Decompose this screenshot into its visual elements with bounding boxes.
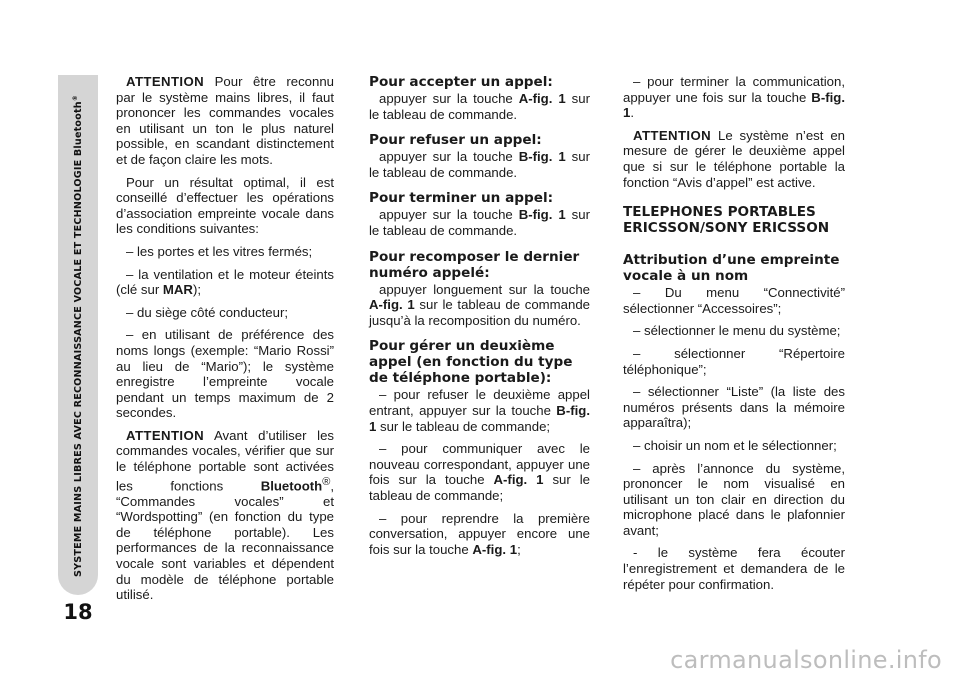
column-3: [623, 74, 845, 599]
registered-mark: ®: [71, 94, 79, 102]
key-label: B-fig. 1: [369, 402, 590, 434]
paragraph-text: appuyer sur la touche: [379, 149, 519, 165]
paragraph-text: appuyer longuement sur la touche: [379, 281, 590, 297]
key-label: B-fig. 1: [518, 149, 566, 165]
key-label: A-fig. 1: [369, 297, 415, 313]
paragraph-text: sur le tableau de commande.: [369, 207, 590, 238]
chapter-title-text: SYSTEME MAINS LIBRES AVEC RECONNAISSANCE VOCALE ET TECHNOLOGIE Bluetooth: [73, 101, 85, 578]
key-label: B-fig. 1: [623, 89, 845, 121]
paragraph-text: sur le tableau de commande jusqu’à la recomposition du numéro.: [369, 297, 590, 328]
list-item: – les portes et les vitres fermés;: [126, 243, 313, 259]
paragraph: [369, 207, 590, 238]
paragraph-text: sur le tableau de commande;: [369, 472, 590, 503]
list-item: [369, 511, 590, 558]
list-item: – sélectionner le menu du système;: [633, 323, 841, 339]
paragraph-text: – la ventilation et le moteur éteints (clé sur: [116, 266, 334, 298]
paragraph-text: – pour terminer la communication, appuyer une fois sur la touche: [623, 74, 845, 105]
section-heading: Pour gérer un deuxième appel (en fonction du type de téléphone portable):: [369, 338, 573, 387]
paragraph-text: );: [192, 282, 202, 298]
section-heading: Pour refuser un appel:: [369, 132, 542, 149]
list-item: – sélectionner “Répertoire téléphonique”;: [623, 345, 845, 377]
paragraph-text: Avant d’utiliser les commandes vocales, vérifier que sur le téléphone portable sont activées les fonctions: [116, 427, 334, 494]
paragraph: [116, 428, 334, 603]
attention-label: ATTENTION: [633, 127, 712, 143]
paragraph-text: .: [630, 105, 635, 121]
list-item: [369, 441, 590, 503]
registered-mark: ®: [322, 475, 331, 488]
list-item: [623, 74, 845, 121]
list-item: – du siège côté conducteur;: [126, 304, 289, 320]
paragraph-text: Le système n’est en mesure de gérer le deuxième appel que si sur le téléphone portable la fonction “Avis d’appel” est active.: [623, 127, 845, 190]
paragraph-text: sur le tableau de commande.: [369, 149, 590, 180]
list-item: – sélectionner “Liste” (la liste des numéros présents dans la mémoire apparaîtra);: [623, 384, 845, 431]
paragraph: Pour un résultat optimal, il est conseillé d’effectuer les opérations d’association empreinte vocale dans les conditions suivantes:: [116, 174, 334, 237]
list-item: – après l’annonce du système, prononcer le nom visualisé en utilisant un ton clair en direction du microphone placé dans le plafonnier avant;: [623, 460, 845, 538]
paragraph-text: ;: [517, 541, 521, 557]
key-label: B-fig. 1: [518, 207, 566, 223]
list-item: [116, 267, 334, 298]
paragraph-text: appuyer sur la touche: [379, 91, 519, 106]
key-label: A-fig. 1: [518, 91, 566, 106]
attention-label: ATTENTION: [126, 74, 205, 89]
paragraph-text: appuyer sur la touche: [379, 207, 519, 223]
key-label: MAR: [162, 282, 193, 298]
column-2: [369, 74, 590, 564]
paragraph-text: Pour être reconnu par le système mains libres, il faut prononcer les commandes vocales en utilisant un ton le plus naturel possible, en scandant distinctement et de façon claire les mots.: [116, 74, 334, 167]
section-heading: Pour accepter un appel:: [369, 74, 553, 90]
page-number: 18: [63, 600, 93, 624]
paragraph-text: sur le tableau de commande.: [369, 91, 590, 122]
key-label: A-fig. 1: [493, 472, 544, 488]
paragraph-text: – pour communiquer avec le nouveau correspondant, appuyer une fois sur la touche: [369, 441, 590, 488]
section-heading: Attribution d’une empreinte vocale à un nom: [623, 252, 840, 285]
site-watermark: carmanualsonline.info: [670, 646, 942, 674]
list-item: [369, 387, 590, 434]
paragraph-text: – pour refuser le deuxième appel entrant, appuyer sur la touche: [369, 387, 590, 418]
list-item: – choisir un nom et le sélectionner;: [633, 437, 837, 453]
paragraph: [369, 91, 590, 122]
paragraph: [369, 282, 590, 329]
brand-heading: TELEPHONES PORTABLES ERICSSON/SONY ERICSSON: [623, 204, 830, 237]
list-item: - le système fera écouter l’enregistrement et demandera de le répéter pour confirmation.: [623, 545, 845, 592]
attention-label: ATTENTION: [126, 427, 205, 443]
list-item: – en utilisant de préférence des noms longs (exemple: “Mario Rossi” au lieu de “Mario”); le système enregistre l’empreinte vocale pendant un temps maximum de 2 secondes.: [116, 327, 334, 421]
paragraph-text: – pour reprendre la première conversation, appuyer encore une fois sur la touche: [369, 510, 590, 557]
paragraph: [116, 74, 334, 168]
bluetooth-term: Bluetooth: [260, 478, 323, 494]
column-1: [116, 74, 334, 610]
paragraph: [623, 128, 845, 190]
section-heading: Pour terminer un appel:: [369, 190, 554, 207]
section-heading: Pour recomposer le dernier numéro appelé:: [369, 248, 580, 281]
paragraph: [369, 149, 590, 180]
paragraph-text: , “Commandes vocales” et “Wordspotting” (en fonction du type de téléphone portable). Les performances de la reconnaissance vocale sont variables et dépendent du modèle de téléphone portable utilisé.: [116, 478, 334, 603]
chapter-title: [72, 95, 84, 577]
paragraph-text: sur le tableau de commande;: [376, 418, 551, 434]
list-item: – Du menu “Connectivité” sélectionner “Accessoires”;: [623, 285, 845, 316]
key-label: A-fig. 1: [472, 541, 518, 557]
